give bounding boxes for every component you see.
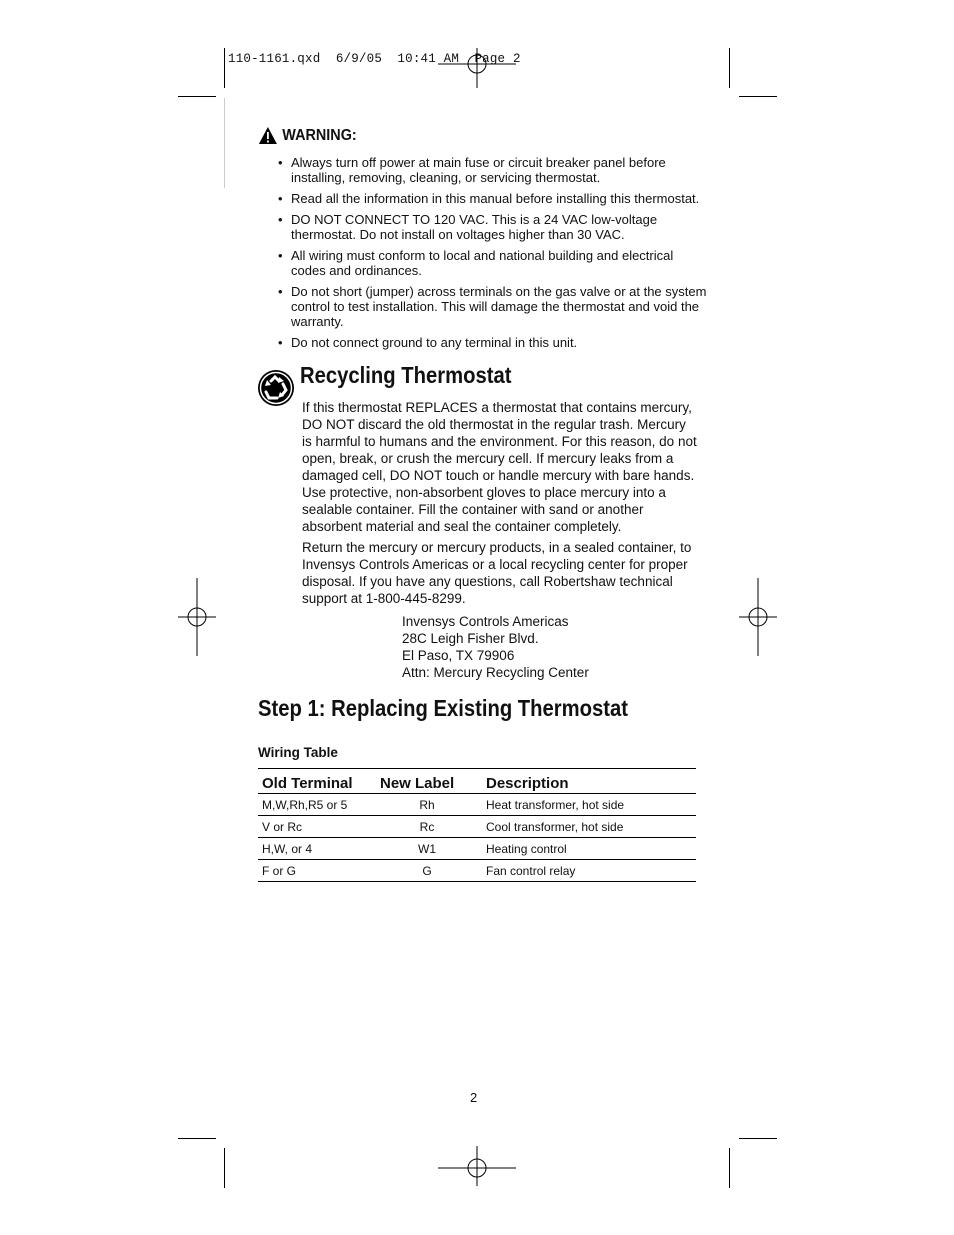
recycling-return-paragraph: Return the mercury or mercury products, in a sealed container, to Invensys Controls Americas or a local recycling center for proper disposal. If you have any questions, call Robertshaw technical support at 1-800-445-8299. xyxy=(302,540,692,606)
warning-item: • DO NOT CONNECT TO 120 VAC. This is a 24 VAC low-voltage thermostat. Do not install on voltages higher than 30 VAC. xyxy=(278,212,708,242)
warning-item: • All wiring must conform to local and national building and electrical codes and ordinances. xyxy=(278,248,708,278)
warning-heading-text: WARNING: xyxy=(282,126,357,144)
table-row xyxy=(258,838,696,860)
warning-triangle-icon xyxy=(258,126,278,145)
address-line: Invensys Controls Americas xyxy=(402,614,569,629)
crop-mark xyxy=(224,1148,225,1188)
print-slug: 110-1161.qxd 6/9/05 10:41 AM Page 2 xyxy=(228,52,521,66)
warning-item: • Do not connect ground to any terminal in this unit. xyxy=(278,335,708,350)
address-line: 28C Leigh Fisher Blvd. xyxy=(402,631,539,646)
crop-mark xyxy=(739,1138,777,1139)
crop-mark xyxy=(739,96,777,97)
warning-item: • Do not short (jumper) across terminals on the gas valve or at the system control to test installation. This will damage the thermostat and void the warranty. xyxy=(278,284,708,329)
table-cell: V or Rc xyxy=(258,816,368,838)
wiring-table xyxy=(258,768,696,882)
table-row xyxy=(258,816,696,838)
table-cell: Heat transformer, hot side xyxy=(482,794,696,816)
recycling-heading: Recycling Thermostat xyxy=(300,362,512,388)
crop-mark xyxy=(224,48,225,88)
table-cell: Fan control relay xyxy=(482,860,696,882)
step1-heading: Step 1: Replacing Existing Thermostat xyxy=(258,695,629,721)
table-cell: G xyxy=(368,860,482,882)
column-header: Old Terminal xyxy=(258,769,368,794)
address-line: Attn: Mercury Recycling Center xyxy=(402,665,589,680)
crop-mark xyxy=(178,96,216,97)
crop-mark xyxy=(178,1138,216,1139)
recycle-icon xyxy=(257,369,295,407)
table-header-row xyxy=(258,769,696,794)
warning-heading xyxy=(258,126,357,145)
table-row xyxy=(258,860,696,882)
warning-item: • Read all the information in this manual before installing this thermostat. xyxy=(278,191,708,206)
table-cell: W1 xyxy=(368,838,482,860)
table-cell: Rh xyxy=(368,794,482,816)
column-header: Description xyxy=(482,769,696,794)
page-number: 2 xyxy=(470,1090,478,1105)
warning-item: • Always turn off power at main fuse or circuit breaker panel before installing, removing, cleaning, or servicing thermostat. xyxy=(278,155,708,185)
registration-mark-icon xyxy=(438,42,516,92)
registration-mark-icon xyxy=(176,578,218,656)
table-row xyxy=(258,794,696,816)
table-cell: Cool transformer, hot side xyxy=(482,816,696,838)
table-cell: H,W, or 4 xyxy=(258,838,368,860)
recycling-paragraph: If this thermostat REPLACES a thermostat that contains mercury, DO NOT discard the old thermostat in the regular trash. Mercury is harmful to humans and the environment. For this reason, do not open, break, or crush the mercury cell. If mercury leaks from a damaged cell, DO NOT touch or handle mercury with bare hands. Use protective, non-absorbent gloves to place mercury into a sealable container. Fill the container with sand or another absorbent material and seal the container completely. xyxy=(302,400,697,534)
warning-list xyxy=(278,155,708,356)
registration-mark-icon xyxy=(438,1146,516,1190)
column-header: New Label xyxy=(368,769,482,794)
registration-mark-icon xyxy=(737,578,779,656)
address-line: El Paso, TX 79906 xyxy=(402,648,515,663)
table-cell: F or G xyxy=(258,860,368,882)
recycling-address xyxy=(402,613,589,681)
margin-guide xyxy=(224,98,225,188)
table-cell: M,W,Rh,R5 or 5 xyxy=(258,794,368,816)
crop-mark xyxy=(729,1148,730,1188)
table-cell: Rc xyxy=(368,816,482,838)
table-cell: Heating control xyxy=(482,838,696,860)
crop-mark xyxy=(729,48,730,88)
wiring-table-caption: Wiring Table xyxy=(258,745,338,760)
